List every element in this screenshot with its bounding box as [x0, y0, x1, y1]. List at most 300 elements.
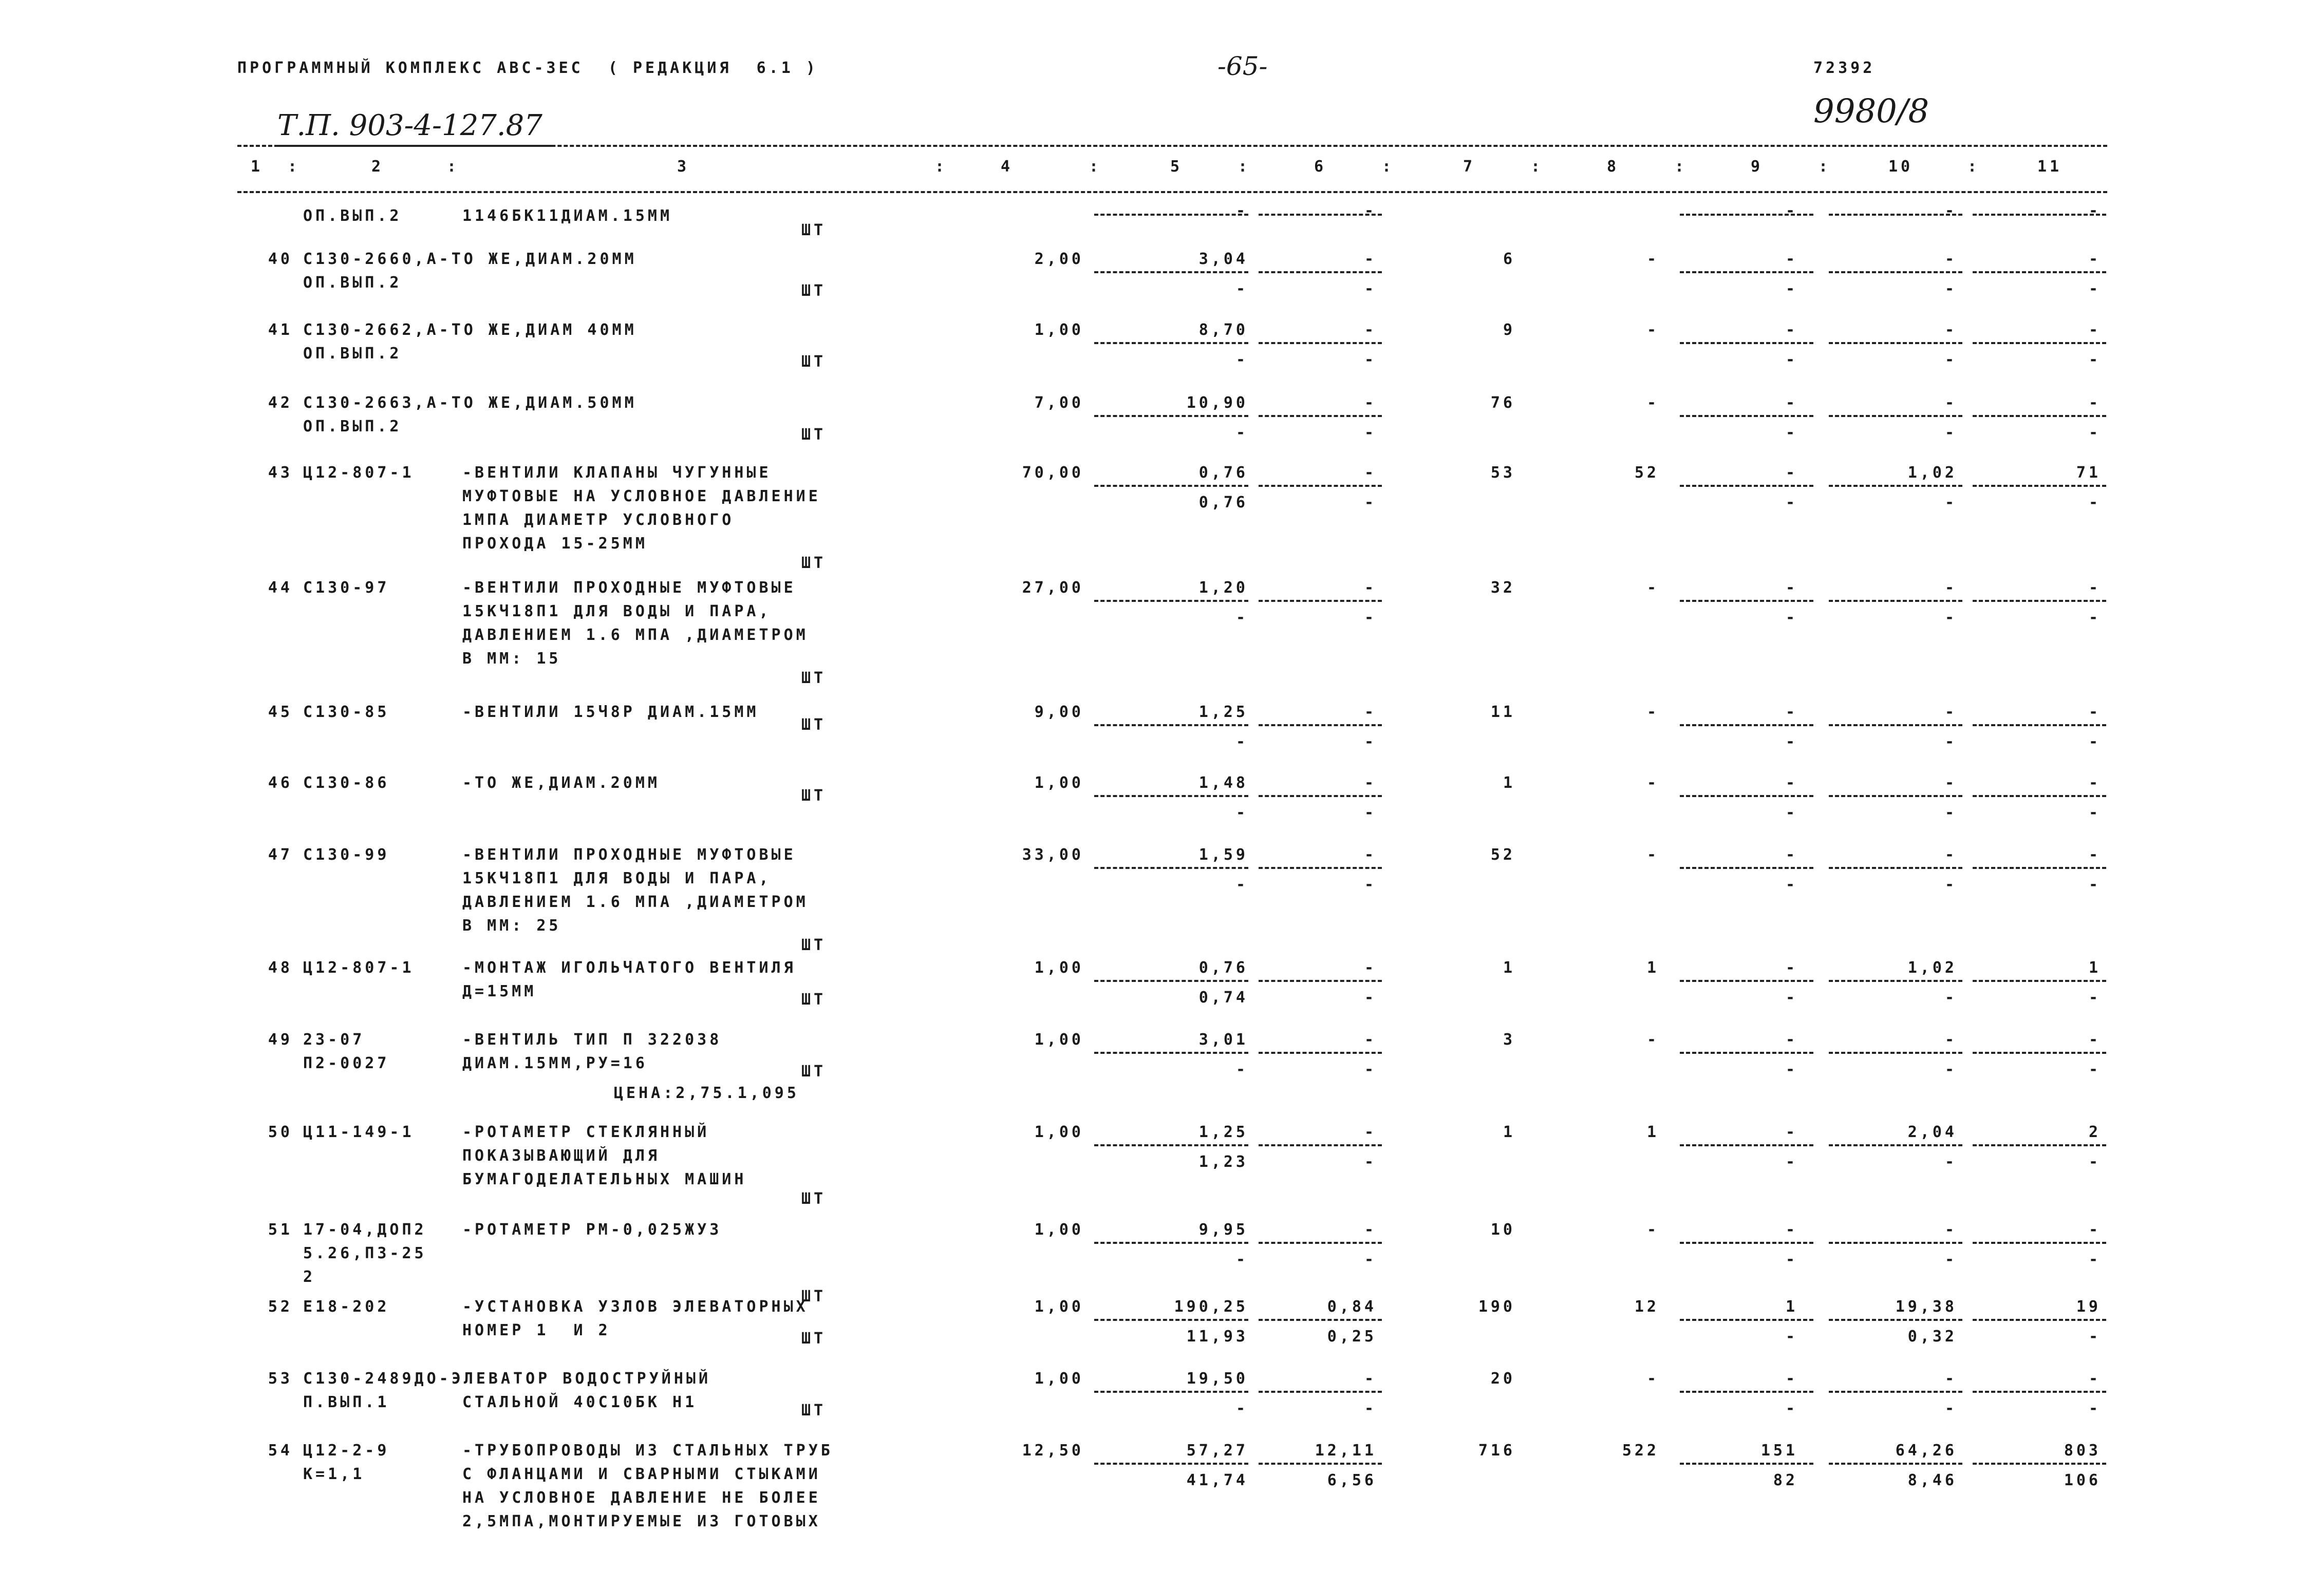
- cost-machine-wages: -: [1785, 494, 1798, 512]
- subtotal-rule: [1829, 1144, 1962, 1146]
- cost-wages: 522: [1622, 1442, 1659, 1460]
- cost-wages: -: [1646, 774, 1659, 792]
- cost-total: 1: [1503, 774, 1515, 792]
- subtotal-rule: [1094, 1319, 1248, 1321]
- subtotal-rule: [1973, 1391, 2106, 1393]
- subtotal-rule: [1094, 1391, 1248, 1393]
- subtotal-rule: [1094, 342, 1248, 344]
- cost-machines: -: [1785, 464, 1798, 482]
- cost-machines: -: [1785, 250, 1798, 268]
- subtotal-rule: [1973, 600, 2106, 602]
- cost-wages: -: [1646, 1221, 1659, 1239]
- cost-machines: 151: [1760, 1442, 1798, 1460]
- labor-machinists-total: -: [2088, 1061, 2101, 1079]
- row-code: ОП.ВЫП.2: [303, 274, 402, 292]
- cost-machines: -: [1785, 1031, 1798, 1049]
- column-separator: :: [288, 158, 301, 176]
- row-number: 46: [268, 774, 293, 792]
- subtotal-rule: [1680, 724, 1813, 726]
- row-description: НА УСЛОВНОЕ ДАВЛЕНИЕ НЕ БОЛЕЕ: [462, 1489, 821, 1507]
- subtotal-rule: [1680, 485, 1813, 487]
- row-code: 2: [303, 1268, 316, 1286]
- unit-cost-machine-wages: -: [1364, 1399, 1377, 1417]
- unit-cost-machines: -: [1364, 1221, 1377, 1239]
- row-code: 5.26,П3-25: [303, 1244, 427, 1262]
- cost-machine-wages: 82: [1773, 1471, 1798, 1489]
- subtotal-rule: [1680, 600, 1813, 602]
- cost-total: 1: [1503, 959, 1515, 977]
- cost-machines: -: [1785, 202, 1798, 220]
- subtotal-rule: [1829, 1391, 1962, 1393]
- subtotal-rule: [1829, 342, 1962, 344]
- row-description: -ВЕНТИЛЬ ТИП П 322038: [462, 1031, 722, 1049]
- unit-label: ШТ: [801, 221, 827, 239]
- unit-cost-total: 19,50: [1186, 1370, 1248, 1388]
- unit-cost-machine-wages: -: [1364, 1061, 1377, 1079]
- row-description: -ВЕНТИЛИ ПРОХОДНЫЕ МУФТОВЫЕ: [462, 846, 796, 864]
- column-header-3: 3: [677, 158, 690, 176]
- labor-machinists-unit: -: [1944, 989, 1957, 1007]
- unit-cost-total: 1,25: [1198, 1123, 1248, 1141]
- row-description: В ММ: 25: [462, 917, 561, 935]
- column-separator: :: [1382, 158, 1395, 176]
- subtotal-rule: [1973, 485, 2106, 487]
- subtotal-rule: [1680, 271, 1813, 273]
- cost-machine-wages: -: [1785, 351, 1798, 369]
- program-title: ПРОГРАММНЫЙ КОМПЛЕКС АВС-3ЕС ( РЕДАКЦИЯ 6.1 ): [237, 59, 818, 77]
- header-bottom-rule: [237, 191, 2107, 193]
- subtotal-rule: [1094, 214, 1248, 216]
- unit-cost-machines: -: [1364, 1370, 1377, 1388]
- labor-machinists-total: -: [2088, 804, 2101, 822]
- row-code: С130-2489ДО-ЭЛЕВАТОР ВОДОСТРУЙНЫЙ: [303, 1370, 711, 1388]
- unit-cost-machines: -: [1364, 202, 1377, 220]
- labor-unit: -: [1944, 394, 1957, 412]
- labor-unit: -: [1944, 321, 1957, 339]
- unit-cost-machines: -: [1364, 579, 1377, 597]
- row-description: 2,5МПА,МОНТИРУЕМЫЕ ИЗ ГОТОВЫХ: [462, 1512, 821, 1530]
- unit-label: ШТ: [801, 1190, 827, 1208]
- labor-machinists-total: -: [2088, 351, 2101, 369]
- row-description: -ВЕНТИЛИ КЛАПАНЫ ЧУГУННЫЕ: [462, 464, 772, 482]
- cost-total: 190: [1478, 1298, 1515, 1316]
- quantity: 2,00: [1034, 250, 1084, 268]
- row-number: 47: [268, 846, 293, 864]
- cost-total: 53: [1490, 464, 1515, 482]
- subtotal-rule: [1094, 1242, 1248, 1244]
- unit-label: ШТ: [801, 787, 827, 805]
- cost-wages: -: [1646, 846, 1659, 864]
- quantity: 33,00: [1022, 846, 1084, 864]
- unit-cost-machine-wages: -: [1364, 876, 1377, 894]
- quantity: 1,00: [1034, 1221, 1084, 1239]
- subtotal-rule: [1973, 1144, 2106, 1146]
- unit-cost-total: -: [1235, 202, 1248, 220]
- subtotal-rule: [1259, 867, 1382, 869]
- cost-wages: -: [1646, 703, 1659, 721]
- unit-cost-machine-wages: 6,56: [1327, 1471, 1377, 1489]
- subtotal-rule: [1259, 980, 1382, 982]
- row-number: 51: [268, 1221, 293, 1239]
- unit-cost-machine-wages: -: [1364, 351, 1377, 369]
- unit-cost-total: 57,27: [1186, 1442, 1248, 1460]
- subtotal-rule: [1259, 1242, 1382, 1244]
- unit-cost-total: 1,59: [1198, 846, 1248, 864]
- subtotal-rule: [1680, 1319, 1813, 1321]
- cost-machines: -: [1785, 774, 1798, 792]
- labor-machinists-total: -: [2088, 424, 2101, 442]
- subtotal-rule: [1829, 1242, 1962, 1244]
- unit-label: ШТ: [801, 669, 827, 687]
- subtotal-rule: [1973, 1052, 2106, 1054]
- labor-total: -: [2088, 774, 2101, 792]
- quantity: 9,00: [1034, 703, 1084, 721]
- labor-unit: -: [1944, 250, 1957, 268]
- cost-machine-wages: -: [1785, 1399, 1798, 1417]
- labor-machinists-unit: -: [1944, 494, 1957, 512]
- row-description: НОМЕР 1 И 2: [462, 1321, 611, 1339]
- unit-cost-machines: -: [1364, 1123, 1377, 1141]
- labor-total: 19: [2076, 1298, 2101, 1316]
- subtotal-rule: [1094, 485, 1248, 487]
- row-code: П.ВЫП.1: [303, 1393, 390, 1411]
- labor-total: -: [2088, 1370, 2101, 1388]
- cost-wages: -: [1646, 579, 1659, 597]
- row-number: 49: [268, 1031, 293, 1049]
- column-separator: :: [1675, 158, 1688, 176]
- subtotal-rule: [1259, 1391, 1382, 1393]
- labor-machinists-unit: -: [1944, 733, 1957, 751]
- labor-machinists-total: -: [2088, 280, 2101, 298]
- subtotal-rule: [1680, 1242, 1813, 1244]
- unit-label: ШТ: [801, 282, 827, 300]
- subtotal-rule: [1094, 415, 1248, 417]
- row-code: Е18-202: [303, 1298, 390, 1316]
- row-description: -ВЕНТИЛИ 15Ч8Р ДИАМ.15ММ: [462, 703, 759, 721]
- unit-cost-wages: 0,74: [1198, 989, 1248, 1007]
- unit-cost-machines: -: [1364, 394, 1377, 412]
- row-code: С130-2662,А-ТО ЖЕ,ДИАМ 40ММ: [303, 321, 637, 339]
- subtotal-rule: [1094, 724, 1248, 726]
- subtotal-rule: [1829, 1319, 1962, 1321]
- subtotal-rule: [1094, 867, 1248, 869]
- row-description: БУМАГОДЕЛАТЕЛЬНЫХ МАШИН: [462, 1170, 747, 1188]
- labor-machinists-total: -: [2088, 733, 2101, 751]
- subtotal-rule: [1973, 795, 2106, 797]
- labor-machinists-unit: -: [1944, 1061, 1957, 1079]
- subtotal-rule: [1680, 415, 1813, 417]
- labor-unit: -: [1944, 774, 1957, 792]
- subtotal-rule: [1680, 795, 1813, 797]
- subtotal-rule: [1094, 1144, 1248, 1146]
- labor-total: 71: [2076, 464, 2101, 482]
- cost-machines: -: [1785, 321, 1798, 339]
- unit-cost-machine-wages: -: [1364, 424, 1377, 442]
- row-description: Д=15ММ: [462, 982, 537, 1000]
- labor-unit: -: [1944, 1370, 1957, 1388]
- labor-machinists-total: -: [2088, 1251, 2101, 1269]
- cost-total: 76: [1490, 394, 1515, 412]
- labor-total: -: [2088, 1221, 2101, 1239]
- subtotal-rule: [1973, 1463, 2106, 1465]
- column-header-5: 5: [1170, 158, 1183, 176]
- labor-machinists-unit: 8,46: [1907, 1471, 1957, 1489]
- labor-machinists-unit: -: [1944, 876, 1957, 894]
- column-separator: :: [1089, 158, 1102, 176]
- unit-cost-machine-wages: 0,25: [1327, 1328, 1377, 1346]
- page-number: -65-: [1217, 51, 1268, 81]
- cost-machines: -: [1785, 1221, 1798, 1239]
- column-header-1: 1: [250, 158, 264, 176]
- subtotal-rule: [1680, 1463, 1813, 1465]
- document-code: 72392: [1813, 59, 1876, 77]
- subtotal-rule: [1973, 1242, 2106, 1244]
- cost-total: 11: [1490, 703, 1515, 721]
- row-code: К=1,1: [303, 1465, 365, 1483]
- subtotal-rule: [1680, 214, 1813, 216]
- cost-machines: -: [1785, 394, 1798, 412]
- subtotal-rule: [1829, 415, 1962, 417]
- unit-cost-wages: -: [1235, 1251, 1248, 1269]
- unit-cost-wages: 1,23: [1198, 1153, 1248, 1171]
- row-code: ОП.ВЫП.2: [303, 207, 402, 225]
- row-code: С130-99: [303, 846, 390, 864]
- unit-cost-wages: 41,74: [1186, 1471, 1248, 1489]
- cost-machines: -: [1785, 1123, 1798, 1141]
- subtotal-rule: [1829, 271, 1962, 273]
- row-number: 48: [268, 959, 293, 977]
- subtotal-rule: [1829, 600, 1962, 602]
- unit-cost-machine-wages: -: [1364, 989, 1377, 1007]
- unit-cost-machine-wages: -: [1364, 280, 1377, 298]
- row-code: С130-86: [303, 774, 390, 792]
- unit-cost-machines: -: [1364, 959, 1377, 977]
- labor-machinists-unit: 0,32: [1907, 1328, 1957, 1346]
- header-top-rule: [237, 145, 2107, 147]
- row-code: ОП.ВЫП.2: [303, 345, 402, 363]
- row-description: -ВЕНТИЛИ ПРОХОДНЫЕ МУФТОВЫЕ: [462, 579, 796, 597]
- labor-total: -: [2088, 579, 2101, 597]
- cost-wages: -: [1646, 321, 1659, 339]
- price-note: ЦЕНА:2,75.1,095: [614, 1084, 799, 1102]
- row-description: ПРОХОДА 15-25ММ: [462, 535, 648, 553]
- cost-wages: -: [1646, 1370, 1659, 1388]
- unit-label: ШТ: [801, 991, 827, 1009]
- subtotal-rule: [1829, 214, 1962, 216]
- row-code: 17-04,ДОП2: [303, 1221, 427, 1239]
- column-separator: :: [935, 158, 948, 176]
- labor-total: 2: [2088, 1123, 2101, 1141]
- labor-total: 1: [2088, 959, 2101, 977]
- row-number: 50: [268, 1123, 293, 1141]
- quantity: 70,00: [1022, 464, 1084, 482]
- row-number: 52: [268, 1298, 293, 1316]
- quantity: 27,00: [1022, 579, 1084, 597]
- cost-total: 52: [1490, 846, 1515, 864]
- column-separator: :: [1238, 158, 1251, 176]
- column-header-10: 10: [1888, 158, 1914, 176]
- labor-unit: -: [1944, 846, 1957, 864]
- cost-wages: -: [1646, 250, 1659, 268]
- unit-cost-machines: 12,11: [1315, 1442, 1377, 1460]
- unit-cost-machine-wages: -: [1364, 609, 1377, 627]
- unit-label: ШТ: [801, 1402, 827, 1420]
- row-description: -РОТАМЕТР СТЕКЛЯННЫЙ: [462, 1123, 710, 1141]
- cost-total: 6: [1503, 250, 1515, 268]
- quantity: 12,50: [1022, 1442, 1084, 1460]
- cost-machines: -: [1785, 703, 1798, 721]
- row-number: 44: [268, 579, 293, 597]
- column-header-11: 11: [2037, 158, 2063, 176]
- labor-machinists-unit: -: [1944, 280, 1957, 298]
- labor-unit: 64,26: [1895, 1442, 1957, 1460]
- column-header-4: 4: [1000, 158, 1014, 176]
- labor-machinists-unit: -: [1944, 1251, 1957, 1269]
- column-header-7: 7: [1463, 158, 1476, 176]
- subtotal-rule: [1829, 724, 1962, 726]
- cost-machine-wages: -: [1785, 804, 1798, 822]
- row-code: С130-2660,А-ТО ЖЕ,ДИАМ.20ММ: [303, 250, 637, 268]
- labor-total: -: [2088, 250, 2101, 268]
- cost-machine-wages: -: [1785, 876, 1798, 894]
- subtotal-rule: [1259, 342, 1382, 344]
- unit-label: ШТ: [801, 936, 827, 954]
- subtotal-rule: [1680, 1052, 1813, 1054]
- unit-label: ШТ: [801, 1063, 827, 1081]
- unit-cost-machine-wages: -: [1364, 804, 1377, 822]
- unit-label: ШТ: [801, 426, 827, 444]
- subtotal-rule: [1829, 1052, 1962, 1054]
- subtotal-rule: [1094, 271, 1248, 273]
- row-code: Ц11-149-1: [303, 1123, 415, 1141]
- quantity: 1,00: [1034, 774, 1084, 792]
- row-description: -РОТАМЕТР РМ-0,025ЖУЗ: [462, 1221, 722, 1239]
- unit-cost-wages: -: [1235, 424, 1248, 442]
- row-description: -МОНТАЖ ИГОЛЬЧАТОГО ВЕНТИЛЯ: [462, 959, 796, 977]
- unit-cost-wages: 0,76: [1198, 494, 1248, 512]
- labor-machinists-total: -: [2088, 876, 2101, 894]
- row-description: 1МПА ДИАМЕТР УСЛОВНОГО: [462, 511, 735, 529]
- unit-cost-wages: -: [1235, 351, 1248, 369]
- labor-machinists-unit: -: [1944, 609, 1957, 627]
- unit-cost-wages: -: [1235, 876, 1248, 894]
- unit-cost-total: 8,70: [1198, 321, 1248, 339]
- row-number: 45: [268, 703, 293, 721]
- subtotal-rule: [1680, 1391, 1813, 1393]
- row-number: 53: [268, 1370, 293, 1388]
- unit-cost-total: 0,76: [1198, 959, 1248, 977]
- subtotal-rule: [1259, 1144, 1382, 1146]
- cost-total: 32: [1490, 579, 1515, 597]
- labor-machinists-unit: -: [1944, 804, 1957, 822]
- subtotal-rule: [1680, 342, 1813, 344]
- labor-unit: 19,38: [1895, 1298, 1957, 1316]
- unit-cost-machines: 0,84: [1327, 1298, 1377, 1316]
- quantity: 1,00: [1034, 1370, 1084, 1388]
- quantity: 1,00: [1034, 321, 1084, 339]
- column-separator: :: [447, 158, 460, 176]
- row-description: ДАВЛЕНИЕМ 1.6 МПА ,ДИАМЕТРОМ: [462, 893, 809, 911]
- row-description: В ММ: 15: [462, 650, 561, 668]
- row-description: ПОКАЗЫВАЮЩИЙ ДЛЯ: [462, 1147, 660, 1165]
- labor-machinists-total: -: [2088, 494, 2101, 512]
- subtotal-rule: [1259, 795, 1382, 797]
- unit-cost-machines: -: [1364, 774, 1377, 792]
- unit-cost-total: 9,95: [1198, 1221, 1248, 1239]
- row-code: С130-2663,А-ТО ЖЕ,ДИАМ.50ММ: [303, 394, 637, 412]
- cost-machine-wages: -: [1785, 733, 1798, 751]
- unit-label: ШТ: [801, 554, 827, 572]
- labor-machinists-total: 106: [2064, 1471, 2101, 1489]
- subtotal-rule: [1259, 271, 1382, 273]
- unit-label: ШТ: [801, 1288, 827, 1306]
- row-description: -ТРУБОПРОВОДЫ ИЗ СТАЛЬНЫХ ТРУБ: [462, 1442, 833, 1460]
- quantity: 1,00: [1034, 1031, 1084, 1049]
- subtotal-rule: [1973, 214, 2106, 216]
- subtotal-rule: [1973, 271, 2106, 273]
- row-code: П2-0027: [303, 1054, 390, 1072]
- unit-cost-machine-wages: -: [1364, 1251, 1377, 1269]
- unit-cost-machines: -: [1364, 321, 1377, 339]
- subtotal-rule: [1094, 980, 1248, 982]
- cost-machine-wages: -: [1785, 609, 1798, 627]
- labor-machinists-unit: -: [1944, 351, 1957, 369]
- cost-machines: 1: [1785, 1298, 1798, 1316]
- unit-cost-machine-wages: -: [1364, 494, 1377, 512]
- row-code: ОП.ВЫП.2: [303, 418, 402, 436]
- cost-wages: -: [1646, 1031, 1659, 1049]
- unit-cost-wages: -: [1235, 1399, 1248, 1417]
- subtotal-rule: [1094, 795, 1248, 797]
- unit-label: ШТ: [801, 716, 827, 734]
- labor-unit: -: [1944, 1221, 1957, 1239]
- unit-cost-total: 190,25: [1174, 1298, 1248, 1316]
- unit-cost-total: 3,04: [1198, 250, 1248, 268]
- cost-machine-wages: -: [1785, 424, 1798, 442]
- project-number: Т.П. 903-4-127.87: [277, 109, 542, 142]
- cost-wages: 12: [1634, 1298, 1659, 1316]
- subtotal-rule: [1259, 214, 1382, 216]
- subtotal-rule: [1829, 867, 1962, 869]
- column-header-6: 6: [1314, 158, 1327, 176]
- row-description: -УСТАНОВКА УЗЛОВ ЭЛЕВАТОРНЫХ: [462, 1298, 809, 1316]
- cost-wages: 52: [1634, 464, 1659, 482]
- cost-total: 3: [1503, 1031, 1515, 1049]
- cost-machine-wages: -: [1785, 1061, 1798, 1079]
- unit-cost-total: 10,90: [1186, 394, 1248, 412]
- subtotal-rule: [1973, 415, 2106, 417]
- row-code: Ц12-2-9: [303, 1442, 390, 1460]
- labor-total: -: [2088, 394, 2101, 412]
- row-description: 1146БК11ДИАМ.15ММ: [462, 207, 673, 225]
- unit-cost-total: 3,01: [1198, 1031, 1248, 1049]
- row-description: -ТО ЖЕ,ДИАМ.20ММ: [462, 774, 660, 792]
- cost-machines: -: [1785, 846, 1798, 864]
- sheet-number: 9980/8: [1813, 92, 1929, 130]
- cost-wages: 1: [1646, 1123, 1659, 1141]
- row-description: МУФТОВЫЕ НА УСЛОВНОЕ ДАВЛЕНИЕ: [462, 487, 821, 505]
- subtotal-rule: [1973, 1319, 2106, 1321]
- row-description: СТАЛЬНОЙ 40С10БК Н1: [462, 1393, 698, 1411]
- subtotal-rule: [1259, 724, 1382, 726]
- labor-unit: -: [1944, 703, 1957, 721]
- unit-cost-total: 1,25: [1198, 703, 1248, 721]
- labor-unit: 1,02: [1907, 959, 1957, 977]
- labor-total: -: [2088, 1031, 2101, 1049]
- labor-total: -: [2088, 703, 2101, 721]
- cost-total: 716: [1478, 1442, 1515, 1460]
- unit-cost-machines: -: [1364, 1031, 1377, 1049]
